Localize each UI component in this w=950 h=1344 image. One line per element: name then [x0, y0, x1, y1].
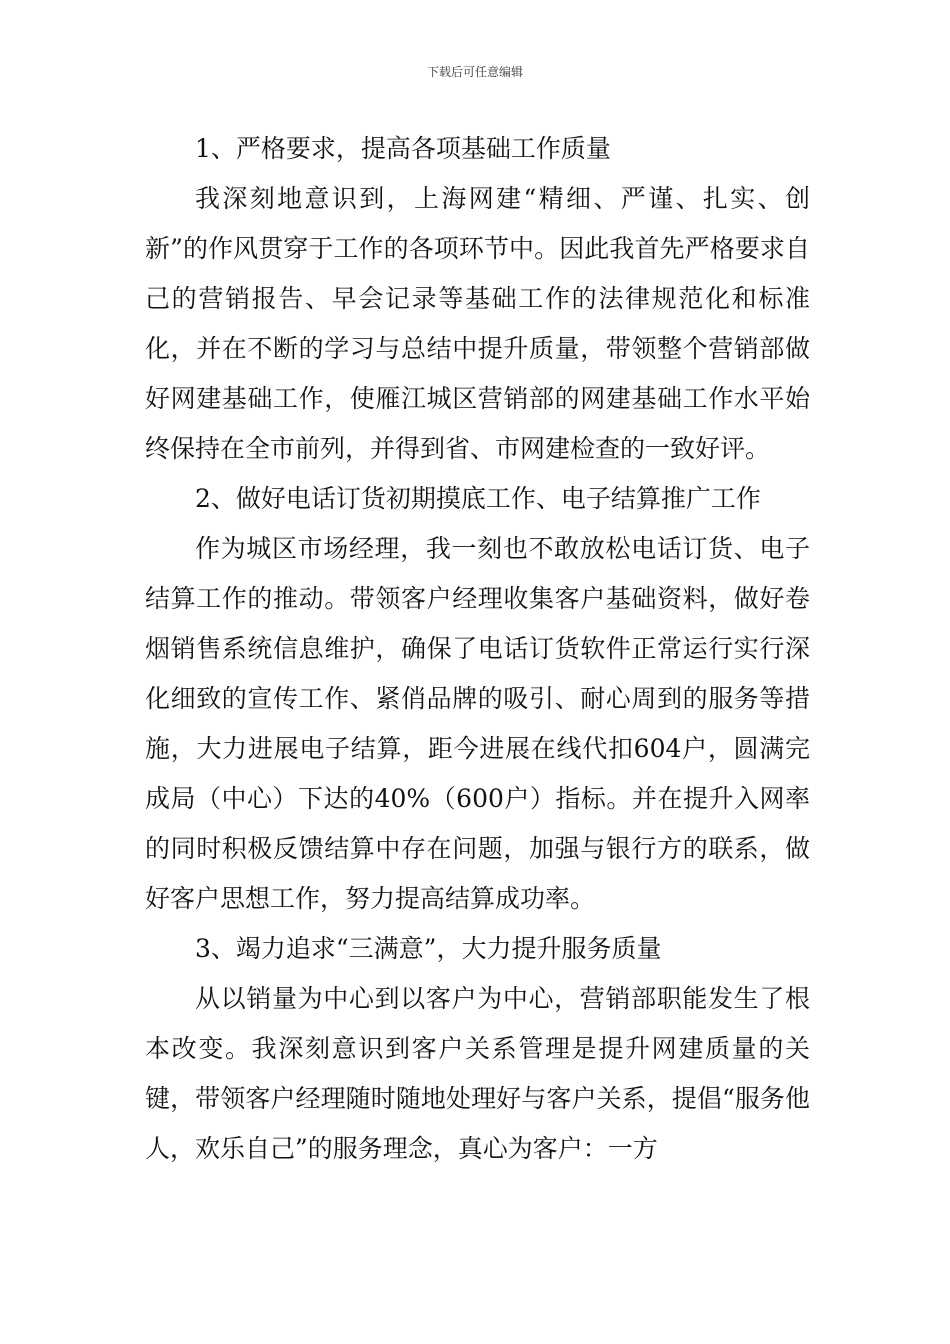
paragraph-3: 从以销量为中心到以客户为中心，营销部职能发生了根本改变。我深刻意识到客户关系管理是提升网建质量的关键，带领客户经理随时随地处理好与客户关系，提倡“服务他人，欢乐自己”的服务理念，真心为客户：一方	[145, 984, 810, 1163]
paragraph-2: 作为城区市场经理，我一刻也不敢放松电话订货、电子结算工作的推动。带领客户经理收集客户基础资料，做好卷烟销售系统信息维护，确保了电话订货软件正常运行实行深化细致的宣传工作、紧俏品牌的吸引、耐心周到的服务等措施，大力进展电子结算，距今进展在线代扣604户，圆满完成局（中心）下达的40%（600户）指标。并在提升入网率的同时积极反馈结算中存在问题，加强与银行方的联系，做好客户思想工作，努力提高结算成功率。	[145, 534, 810, 913]
section-heading-3: 3、竭力追求“三满意”，大力提升服务质量	[195, 934, 662, 963]
section-heading-2: 2、做好电话订货初期摸底工作、电子结算推广工作	[195, 484, 761, 513]
section-heading-1: 1、严格要求，提高各项基础工作质量	[195, 134, 611, 163]
page-header: 下载后可任意编辑	[426, 65, 523, 79]
paragraph-1: 我深刻地意识到，上海网建“精细、严谨、扎实、创新”的作风贯穿于工作的各项环节中。因此我首先严格要求自己的营销报告、早会记录等基础工作的法律规范化和标准化，并在不断的学习与总结中提升质量，带领整个营销部做好网建基础工作，使雁江城区营销部的网建基础工作水平始终保持在全市前列，并得到省、市网建检查的一致好评。	[145, 184, 810, 463]
document-body	[145, 124, 810, 1174]
